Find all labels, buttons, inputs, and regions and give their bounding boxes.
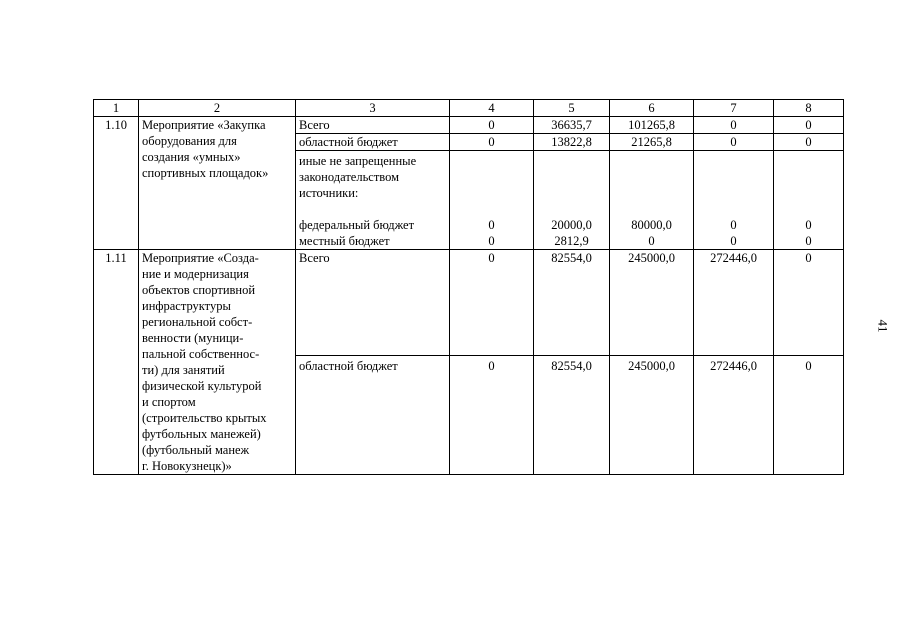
empty-cell bbox=[450, 151, 534, 218]
col-header-2: 2 bbox=[139, 100, 296, 117]
col-header-7: 7 bbox=[694, 100, 774, 117]
value-cell: 101265,8 bbox=[610, 117, 694, 134]
empty-cell bbox=[694, 151, 774, 218]
value-federal: 20000,0 bbox=[551, 218, 592, 232]
table-row bbox=[94, 250, 844, 356]
source-regional: областной бюджет bbox=[296, 356, 450, 475]
activity-name-line: спортивных площадок» bbox=[142, 166, 269, 180]
source-other-line: законодательством bbox=[299, 170, 400, 184]
value-cell: 245000,0 bbox=[610, 356, 694, 475]
source-other-line: иные не запрещенные bbox=[299, 154, 417, 168]
value-federal: 0 bbox=[730, 218, 737, 232]
activity-name-line: создания «умных» bbox=[142, 150, 241, 164]
value-cell: 36635,7 bbox=[534, 117, 610, 134]
value-cell: 0 bbox=[774, 134, 844, 151]
activity-name-line: и спортом bbox=[142, 395, 196, 409]
value-cell: 0 bbox=[450, 117, 534, 134]
source-regional: областной бюджет bbox=[296, 134, 450, 151]
source-other bbox=[296, 151, 450, 218]
value-cell: 0 bbox=[450, 134, 534, 151]
col-header-5: 5 bbox=[534, 100, 610, 117]
empty-cell bbox=[610, 151, 694, 218]
value-cell: 245000,0 bbox=[610, 250, 694, 356]
source-total: Всего bbox=[296, 117, 450, 134]
value-local: 0 bbox=[488, 234, 495, 248]
value-cell bbox=[774, 217, 844, 250]
value-cell: 0 bbox=[450, 250, 534, 356]
activity-name-line: объектов спортивной bbox=[142, 283, 256, 297]
value-cell: 82554,0 bbox=[534, 356, 610, 475]
value-cell: 0 bbox=[694, 117, 774, 134]
col-header-6: 6 bbox=[610, 100, 694, 117]
value-local: 0 bbox=[648, 234, 655, 248]
budget-table bbox=[93, 99, 844, 475]
source-other-line: источники: bbox=[299, 186, 359, 200]
row-number: 1.10 bbox=[94, 117, 139, 250]
empty-cell bbox=[534, 151, 610, 218]
value-federal: 0 bbox=[488, 218, 495, 232]
activity-name-line: региональной собст- bbox=[142, 315, 253, 329]
value-cell bbox=[610, 217, 694, 250]
activity-name-line: инфраструктуры bbox=[142, 299, 231, 313]
value-cell: 272446,0 bbox=[694, 250, 774, 356]
activity-name-line: Мероприятие «Закупка bbox=[142, 118, 266, 132]
activity-name-line: венности (муници- bbox=[142, 331, 244, 345]
table-row bbox=[94, 117, 844, 134]
page-number: 41 bbox=[875, 319, 891, 333]
value-cell: 0 bbox=[774, 250, 844, 356]
value-cell bbox=[694, 217, 774, 250]
activity-name-line: пальной собственнос- bbox=[142, 347, 260, 361]
activity-name-line: ти) для занятий bbox=[142, 363, 225, 377]
activity-name-line: физической культурой bbox=[142, 379, 262, 393]
activity-name-line: г. Новокузнецк)» bbox=[142, 459, 232, 473]
source-local: местный бюджет bbox=[299, 234, 390, 248]
col-header-4: 4 bbox=[450, 100, 534, 117]
activity-name-line: (футбольный манеж bbox=[142, 443, 250, 457]
value-cell bbox=[534, 217, 610, 250]
row-number: 1.11 bbox=[94, 250, 139, 475]
activity-name-line: ние и модернизация bbox=[142, 267, 249, 281]
value-cell: 0 bbox=[774, 117, 844, 134]
value-cell: 21265,8 bbox=[610, 134, 694, 151]
activity-name bbox=[139, 250, 296, 475]
value-cell: 13822,8 bbox=[534, 134, 610, 151]
col-header-8: 8 bbox=[774, 100, 844, 117]
activity-name-line: оборудования для bbox=[142, 134, 237, 148]
header-row bbox=[94, 100, 844, 117]
value-cell: 0 bbox=[694, 134, 774, 151]
empty-cell bbox=[774, 151, 844, 218]
value-cell: 0 bbox=[774, 356, 844, 475]
col-header-3: 3 bbox=[296, 100, 450, 117]
activity-name-line: Мероприятие «Созда- bbox=[142, 251, 259, 265]
activity-name-line: (строительство крытых bbox=[142, 411, 267, 425]
source-federal-local bbox=[296, 217, 450, 250]
source-total: Всего bbox=[296, 250, 450, 356]
value-cell: 272446,0 bbox=[694, 356, 774, 475]
value-local: 0 bbox=[730, 234, 737, 248]
value-cell: 82554,0 bbox=[534, 250, 610, 356]
activity-name-line: футбольных манежей) bbox=[142, 427, 261, 441]
value-federal: 0 bbox=[805, 218, 812, 232]
col-header-1: 1 bbox=[94, 100, 139, 117]
source-federal: федеральный бюджет bbox=[299, 218, 415, 232]
value-cell: 0 bbox=[450, 356, 534, 475]
activity-name bbox=[139, 117, 296, 250]
value-cell bbox=[450, 217, 534, 250]
value-federal: 80000,0 bbox=[631, 218, 672, 232]
value-local: 2812,9 bbox=[554, 234, 589, 248]
value-local: 0 bbox=[805, 234, 812, 248]
